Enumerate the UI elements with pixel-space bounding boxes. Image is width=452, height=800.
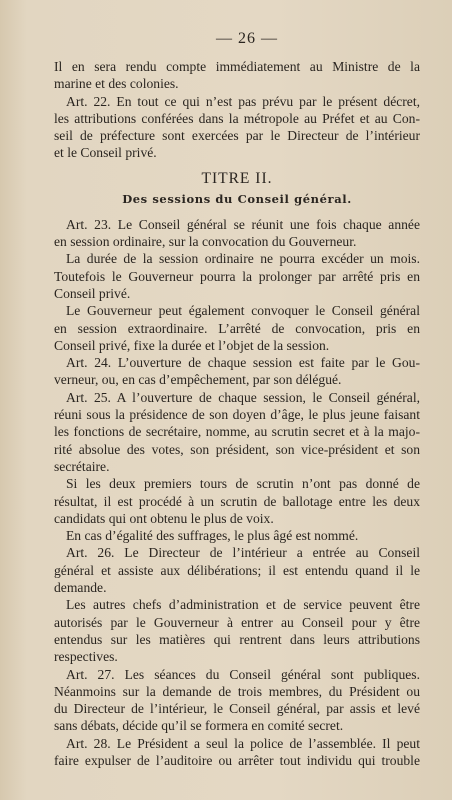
- text-line: les attributions conférées dans la métropole au Préfet et au Con-: [54, 110, 420, 126]
- paragraph: [54, 354, 420, 389]
- text-line: résultat, il est procédé à un scrutin de ballotage entre les deux: [54, 493, 420, 509]
- page-number: — 26 —: [216, 30, 278, 47]
- text-line: réuni sous la présidence de son doyen d’âge, le plus jeune faisant: [54, 407, 420, 423]
- text-line: Toutefois le Gouverneur pourra la prolonger par arrêté pris en: [54, 268, 420, 284]
- text-line: sans débats, décide qu’il se formera en comité secret.: [54, 718, 344, 734]
- text-line: les fonctions de secrétaire, nomme, au scrutin secret et à la majo-: [54, 424, 420, 440]
- text-line: du Directeur de l’intérieur, le Conseil général, par assis et levé: [54, 701, 420, 717]
- text-line: secrétaire.: [54, 458, 110, 474]
- section-title: Des sessions du Conseil général.: [122, 191, 352, 206]
- text-line: faire expulser de l’auditoire ou arrêter tout individu qui trouble: [54, 752, 420, 768]
- paragraph: [54, 527, 420, 544]
- text-line: Le Gouverneur peut également convoquer le Conseil général: [66, 303, 420, 319]
- text-line: Art. 23. Le Conseil général se réunit une fois chaque année: [66, 216, 420, 232]
- text-line: rité absolue des votes, son président, son vice-président et son: [54, 441, 420, 457]
- paragraph: [54, 735, 420, 770]
- text-line: Les autres chefs d’administration et de service peuvent être: [66, 597, 420, 613]
- text-line: candidats qui ont obtenu le plus de voix.: [54, 510, 274, 526]
- paragraph: [54, 93, 420, 162]
- text-line: Art. 25. A l’ouverture de chaque session, le Conseil général,: [66, 389, 420, 405]
- text-line: en session ordinaire, sur la convocation du Gouverneur.: [54, 234, 357, 250]
- text-line: La durée de la session ordinaire ne pourra excéder un mois.: [66, 251, 420, 267]
- text-line: demande.: [54, 580, 107, 596]
- text-line: Art. 28. Le Président a seul la police de l’assemblée. Il peut: [66, 735, 420, 751]
- text-line: Art. 26. Le Directeur de l’intérieur a entrée au Conseil: [66, 545, 420, 561]
- text-line: marine et des colonies.: [54, 76, 179, 92]
- paragraph: [54, 596, 420, 665]
- text-line: et le Conseil privé.: [54, 145, 157, 161]
- text-line: Conseil privé, fixe la durée et l’objet de la session.: [54, 337, 330, 353]
- text-line: verneur, ou, en cas d’empêchement, par son délégué.: [54, 372, 342, 388]
- text-line: En cas d’égalité des suffrages, le plus âgé est nommé.: [66, 528, 359, 544]
- paragraph: [54, 250, 420, 302]
- text-line: Si les deux premiers tours de scrutin n’ont pas donné de: [66, 476, 420, 492]
- text-block-top: [54, 58, 420, 162]
- text-line: en session extraordinaire. L’arrêté de convocation, pris en: [54, 320, 420, 336]
- paragraph: [54, 389, 420, 475]
- text-line: Art. 27. Les séances du Conseil général sont publiques.: [66, 666, 420, 682]
- text-line: seil de préfecture sont exercées par le Directeur de l’intérieur: [54, 128, 420, 144]
- text-line: Art. 22. En tout ce qui n’est pas prévu par le présent décret,: [66, 93, 420, 109]
- paragraph: [54, 666, 420, 735]
- text-line: Art. 24. L’ouverture de chaque session est faite par le Gou-: [66, 355, 420, 371]
- text-line: respectives.: [54, 649, 118, 665]
- text-block-main: [54, 216, 420, 770]
- paragraph: [54, 216, 420, 251]
- text-line: général et assiste aux délibérations; il est entendu quand il le: [54, 562, 420, 578]
- text-line: autorisés par le Gouverneur à entrer au Conseil pour y être: [54, 614, 420, 630]
- text-line: entendus sur les matières qui rentrent dans leurs attributions: [54, 631, 420, 647]
- paragraph: [54, 544, 420, 596]
- text-line: Néanmoins sur la demande de trois membres, du Président ou: [54, 683, 420, 699]
- paragraph: [54, 58, 420, 93]
- chapter-title: TITRE II.: [201, 169, 273, 187]
- paragraph: [54, 475, 420, 527]
- text-line: Il en sera rendu compte immédiatement au Ministre de la: [54, 59, 420, 74]
- paragraph: [54, 302, 420, 354]
- text-line: Conseil privé.: [54, 285, 131, 301]
